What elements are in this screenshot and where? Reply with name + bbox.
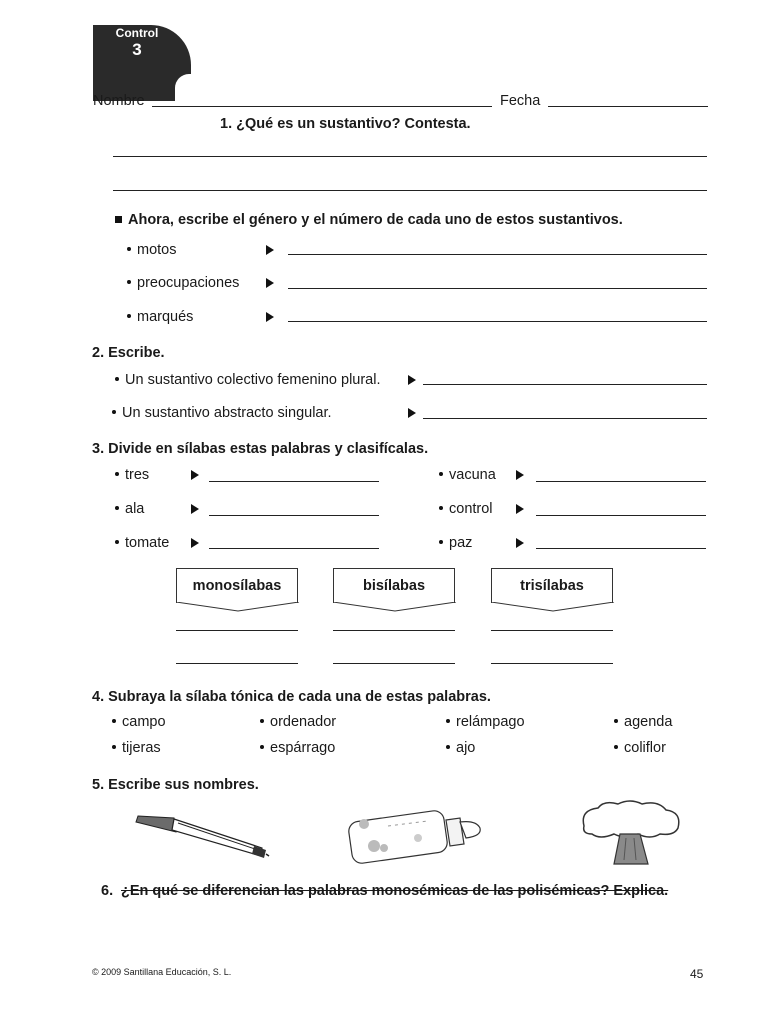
name-label: Nombre: [93, 93, 145, 109]
answer-line[interactable]: [288, 321, 707, 322]
answer-line[interactable]: [113, 190, 707, 191]
q3-title: 3. Divide en sílabas estas palabras y clasifícalas.: [92, 441, 429, 457]
page-number: 45: [690, 967, 704, 981]
tag-point-icon: [333, 602, 457, 612]
word: paz: [449, 535, 473, 551]
list-item: [260, 740, 335, 757]
word: relámpago: [456, 714, 525, 730]
list-item: [112, 714, 166, 731]
q1-subtitle-text: Ahora, escribe el género y el número de cada uno de estos sustantivos.: [128, 212, 623, 228]
list-item: [446, 714, 525, 731]
answer-line[interactable]: [209, 481, 379, 482]
q1-title: 1. ¿Qué es un sustantivo? Contesta.: [220, 116, 471, 132]
list-item: [614, 740, 666, 757]
word: coliflor: [624, 740, 666, 756]
list-item: [439, 467, 496, 484]
word: campo: [122, 714, 166, 730]
arrow-icon: [266, 312, 274, 322]
q6-text: ¿En qué se diferencian las palabras monosémicas de las polisémicas? Explica.: [121, 883, 669, 899]
answer-line[interactable]: [536, 481, 706, 482]
answer-line[interactable]: [491, 663, 613, 664]
square-bullet-icon: [115, 216, 122, 223]
q5-title: 5. Escribe sus nombres.: [92, 777, 259, 793]
category-label: monosílabas: [192, 578, 282, 594]
bullet-icon: [260, 745, 264, 749]
list-item: [439, 535, 472, 552]
bullet-icon: [112, 745, 116, 749]
tag-point-icon: [176, 602, 300, 612]
list-item: [112, 740, 161, 757]
word: tomate: [125, 535, 170, 551]
list-item: [439, 501, 493, 518]
word: espárrago: [270, 740, 336, 756]
list-item: [446, 740, 475, 757]
list-item: [115, 467, 149, 484]
word: ala: [125, 501, 145, 517]
word: marqués: [137, 309, 194, 325]
answer-line[interactable]: [176, 663, 298, 664]
bullet-icon: [614, 719, 618, 723]
bullet-icon: [127, 280, 131, 284]
arrow-icon: [408, 408, 416, 418]
list-item: [127, 242, 177, 259]
arrow-icon: [191, 504, 199, 514]
answer-line[interactable]: [491, 630, 613, 631]
word: tres: [125, 467, 150, 483]
list-item: [115, 501, 144, 518]
bullet-icon: [439, 506, 443, 510]
bullet-icon: [115, 506, 119, 510]
list-item: [127, 275, 239, 292]
bullet-icon: [446, 745, 450, 749]
bullet-icon: [127, 247, 131, 251]
list-item: [260, 714, 336, 731]
answer-line[interactable]: [423, 418, 707, 419]
control-label: Control: [115, 26, 159, 40]
bullet-icon: [446, 719, 450, 723]
arrow-icon: [408, 375, 416, 385]
word: preocupaciones: [137, 275, 240, 291]
answer-line[interactable]: [536, 515, 706, 516]
baby-bottle-image: [348, 804, 488, 864]
list-item: [112, 405, 332, 422]
category-label: bisílabas: [362, 578, 426, 594]
arrow-icon: [516, 470, 524, 480]
list-item: [614, 714, 672, 731]
arrow-icon: [516, 504, 524, 514]
word: agenda: [624, 714, 673, 730]
copyright: © 2009 Santillana Educación, S. L.: [92, 967, 232, 977]
tag-point-icon: [491, 602, 615, 612]
list-item: [115, 535, 169, 552]
arrow-icon: [191, 538, 199, 548]
bullet-icon: [115, 377, 119, 381]
bullet-icon: [439, 472, 443, 476]
bullet-icon: [115, 540, 119, 544]
answer-line[interactable]: [288, 254, 707, 255]
bullet-icon: [112, 410, 116, 414]
category-tag: [491, 568, 613, 603]
q4-title: 4. Subraya la sílaba tónica de cada una de estas palabras.: [92, 689, 491, 705]
broccoli-image: [574, 800, 698, 866]
control-number: 3: [132, 40, 142, 59]
q2-title: 2. Escribe.: [92, 345, 165, 361]
name-field[interactable]: [152, 106, 492, 107]
arrow-icon: [266, 278, 274, 288]
q1-subtitle: [115, 212, 623, 229]
q6-number: 6.: [101, 883, 114, 899]
answer-line[interactable]: [423, 384, 707, 385]
word: ajo: [456, 740, 476, 756]
pen-image: [134, 810, 270, 862]
answer-line[interactable]: [209, 548, 379, 549]
answer-line[interactable]: [176, 630, 298, 631]
bullet-icon: [614, 745, 618, 749]
category-tag: [333, 568, 455, 603]
bullet-icon: [115, 472, 119, 476]
date-label: Fecha: [500, 93, 541, 109]
word: motos: [137, 242, 177, 258]
answer-line[interactable]: [333, 663, 455, 664]
arrow-icon: [266, 245, 274, 255]
word: ordenador: [270, 714, 337, 730]
answer-line[interactable]: [333, 630, 455, 631]
bullet-icon: [112, 719, 116, 723]
list-item: [115, 372, 381, 389]
date-field[interactable]: [548, 106, 708, 107]
word: control: [449, 501, 493, 517]
item-text: Un sustantivo colectivo femenino plural.: [125, 372, 381, 388]
badge-corner: [175, 74, 193, 102]
bullet-icon: [127, 314, 131, 318]
list-item: [127, 309, 193, 326]
category-label: trisílabas: [520, 578, 584, 594]
bullet-icon: [439, 540, 443, 544]
word: vacuna: [449, 467, 496, 483]
category-tag: [176, 568, 298, 603]
item-text: Un sustantivo abstracto singular.: [122, 405, 332, 421]
answer-line[interactable]: [536, 548, 706, 549]
arrow-icon: [516, 538, 524, 548]
word: tijeras: [122, 740, 161, 756]
answer-line[interactable]: [209, 515, 379, 516]
answer-line[interactable]: [113, 156, 707, 157]
bullet-icon: [260, 719, 264, 723]
arrow-icon: [191, 470, 199, 480]
answer-line[interactable]: [288, 288, 707, 289]
